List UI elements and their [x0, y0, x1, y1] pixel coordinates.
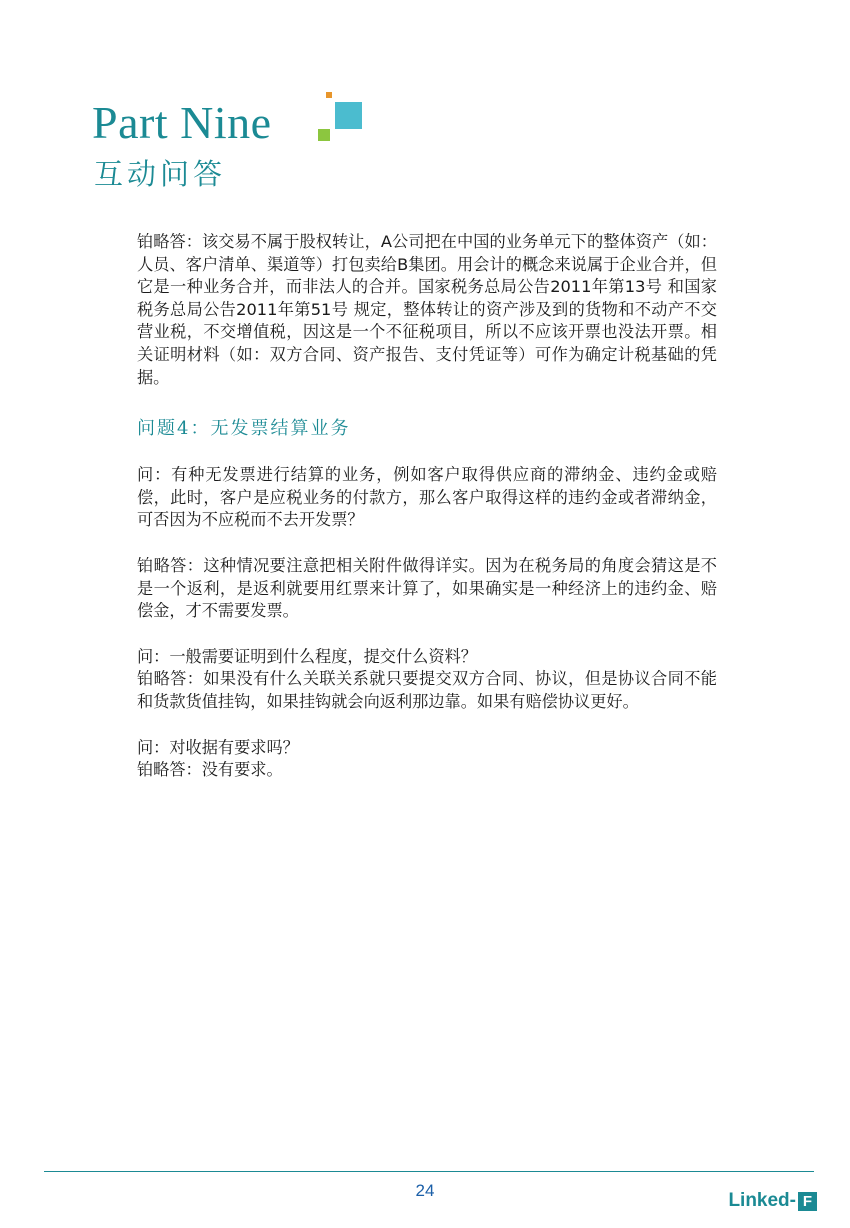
decorative-squares-logo [318, 92, 364, 144]
question-4-heading: 问题4：无发票结算业务 [137, 418, 351, 440]
brand-badge: F [798, 1192, 817, 1211]
teal-square [335, 102, 362, 129]
answer-paragraph: 铂略答：没有要求。 [137, 760, 283, 780]
orange-square [326, 92, 332, 98]
question-paragraph: 问：一般需要证明到什么程度，提交什么资料？ [137, 646, 477, 666]
footer-divider [44, 1171, 814, 1172]
intro-answer-paragraph: 铂略答：该交易不属于股权转让，A公司把在中国的业务单元下的整体资产（如：人员、客户清单、渠道等）打包卖给B集团。用会计的概念来说属于企业合并，但它是一种业务合并，而非法人的合并。国家税务总局公告2011年第13号 和国家税务总局公告2011年第51号 规定，整体转让的资产涉及到的货物和不动产不交营业税，不交增值税，因这是一个不征税项目，所以不应该开票也没法开票。相关证明材料（如：双方合同、资产报告、支付凭证等）可作为确定计税基础的凭据。 [137, 232, 717, 387]
green-square [318, 129, 330, 141]
section-subtitle: 互动问答 [94, 157, 227, 191]
brand-text: Linked- [728, 1190, 796, 1211]
question-paragraph: 问：有种无发票进行结算的业务，例如客户取得供应商的滞纳金、违约金或赔偿，此时，客户是应税业务的付款方，那么客户取得这样的违约金或者滞纳金，可否因为不应税而不去开发票？ [137, 465, 717, 530]
answer-paragraph: 铂略答：如果没有什么关联关系就只要提交双方合同、协议，但是协议合同不能和货款货值挂钩，如果挂钩就会向返利那边靠。如果有赔偿协议更好。 [137, 669, 717, 711]
page-number: 24 [415, 1181, 435, 1200]
section-title: Part Nine [92, 97, 272, 148]
brand-logo [728, 1190, 817, 1212]
question-paragraph: 问：对收据有要求吗？ [137, 737, 299, 757]
main-content [137, 231, 717, 782]
answer-paragraph: 铂略答：这种情况要注意把相关附件做得详实。因为在税务局的角度会猜这是不是一个返利，是返利就要用红票来计算了，如果确实是一种经济上的违约金、赔偿金，才不需要发票。 [137, 555, 717, 621]
